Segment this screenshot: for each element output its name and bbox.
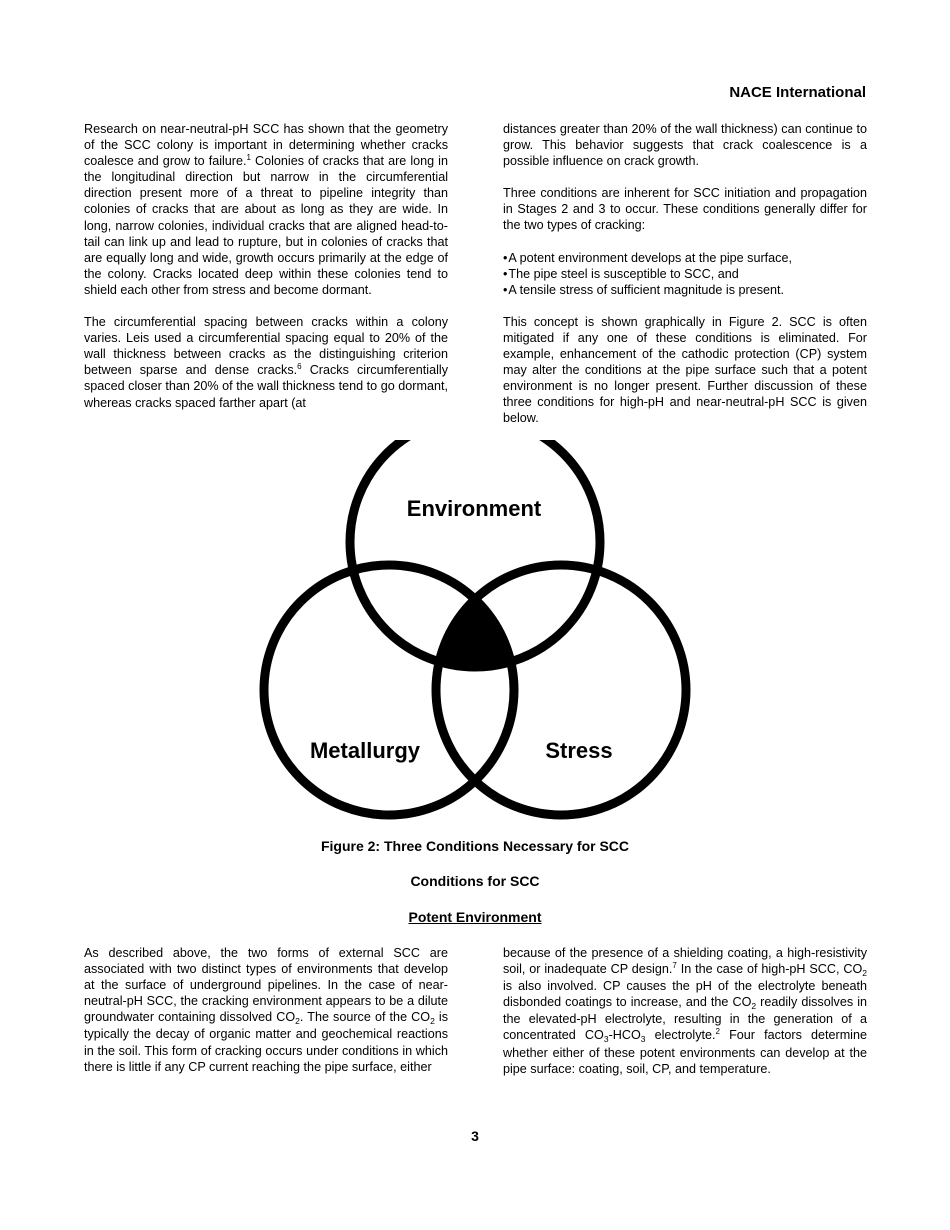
figure-caption: Figure 2: Three Conditions Necessary for SCC [320, 838, 630, 854]
venn-diagram [250, 440, 700, 830]
left-column-top [84, 121, 448, 411]
subsection-heading: Potent Environment [408, 909, 542, 925]
paragraph: As described above, the two forms of external SCC are associated with two distinct types of environments that develop at the surface of underground pipelines. In the case of near-neutral-pH SCC, the cracking environment appears to be a dilute groundwater containing dissolved $CO_2$. The source of the $CO_2$ is typically the decay of organic matter and geochemical reactions in the soil. This form of cracking occurs under conditions in which there is little if any CP current reaching the pipe surface, either [84, 946, 449, 1074]
citation: 1 [246, 153, 251, 163]
running-header: NACE International [729, 84, 866, 101]
paragraph: The circumferential spacing between cracks within a colony varies. Leis used a circumferential spacing equal to 20% of the wall thickness between cracks as the distinguishing criterion between sparse and dense cracks.$^6$ Cracks circumferentially spaced closer than 20% of the wall thickness tend to go dormant, whereas cracks spaced farther apart (at [84, 315, 448, 410]
environment-label: Environment [406, 496, 542, 521]
paragraph: This concept is shown graphically in Figure 2. SCC is often mitigated if any one of these conditions is eliminated. For example, enhancement of the cathodic protection (CP) system may alter the conditions at the pipe surface such that a potent environment is no longer present. Further discussion of these three conditions for high-pH and near-neutral-pH SCC is given below. [503, 314, 867, 426]
left-column-bottom [84, 945, 448, 1075]
citation: 7 [672, 961, 677, 971]
page-number: 3 [471, 1128, 479, 1144]
metallurgy-label: Metallurgy [309, 738, 421, 763]
stress-label: Stress [545, 738, 613, 763]
list-item: •The pipe steel is susceptible to SCC, and [503, 266, 739, 281]
paragraph: because of the presence of a shielding coating, a high-resistivity soil, or inadequate CP design.$^7$ In the case of high-pH SCC, $CO_2$ is also involved. CP causes the pH of the electrolyte beneath disbonded coatings to increase, and the $CO_2$ readily dissolves in the elevated-pH electrolyte, resulting in the generation of a concentrated $CO_3-HCO_3$ electrolyte.$^2$ Four factors determine whether either of these potent environments can develop at the pipe surface: coating, soil, CP, and temperature. [503, 946, 867, 1076]
right-column-top [503, 121, 867, 427]
right-column-bottom [503, 945, 867, 1077]
paragraph: Research on near-neutral-pH SCC has shown that the geometry of the SCC colony is important in determining whether cracks coalesce and grow to failure.$^1$ Colonies of cracks that are long in the longitudinal direction but narrow in the circumferential direction present more of a threat to pipeline integrity than colonies of cracks that are about as long as they are wide. In long, narrow colonies, individual cracks that are aligned head-to-tail can link up and lead to rupture, but in colonies of cracks that are equally long and wide, growth occurs primarily at the edge of the colony. Cracks located deep within these colonies tend to shield each other from stress and become dormant. [84, 122, 448, 297]
section-heading: Conditions for SCC [410, 873, 540, 889]
condition-list [503, 250, 867, 298]
paragraph: distances greater than 20% of the wall thickness) can continue to grow. This behavior suggests that crack coalescence is a possible influence on crack growth. [503, 122, 867, 169]
citation: 2 [715, 1027, 720, 1037]
list-item: •A tensile stress of sufficient magnitude is present. [503, 282, 784, 297]
stress-circle [436, 565, 686, 815]
list-item: •A potent environment develops at the pipe surface, [503, 250, 792, 265]
paragraph: Three conditions are inherent for SCC initiation and propagation in Stages 2 and 3 to occur. These conditions generally differ for the two types of cracking: [503, 186, 867, 233]
citation: 6 [297, 362, 302, 372]
